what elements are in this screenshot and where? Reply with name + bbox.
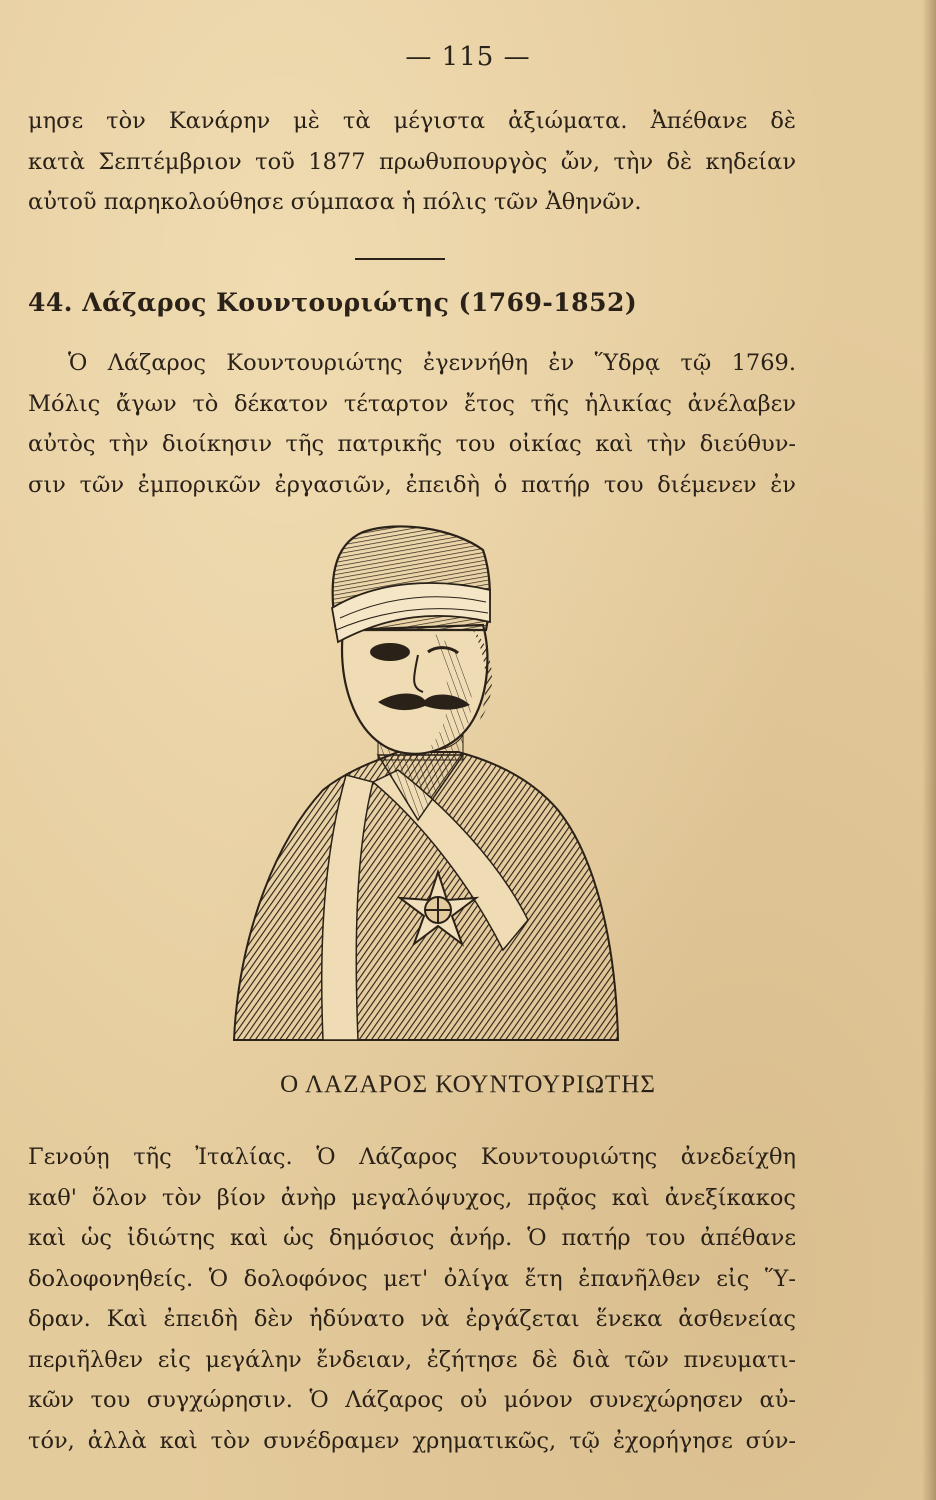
text-line: Μόλις ἄγων τὸ δέκατον τέταρτον ἔτος τῆς ἡλικίας ἀνέλαβεν (28, 390, 796, 417)
section-heading: 44. Λάζαρος Κουντουριώτης (1769-1852) (28, 288, 638, 317)
text-line: καθ' ὅλον τὸν βίον ἀνὴρ μεγαλόψυχος, πρᾷος καὶ ἀνεξίκακος (28, 1184, 796, 1211)
text-line: δολοφονηθείς. Ὁ δολοφόνος μετ' ὀλίγα ἔτη ἐπανῆλθεν εἰς Ὕ- (28, 1265, 796, 1292)
text-line: αὐτὸς τὴν διοίκησιν τῆς πατρικῆς του οἰκίας καὶ τὴν διεύθυν- (28, 431, 796, 457)
text-line: Ὁ Λάζαρος Κουντουριώτης ἐγεννήθη ἐν Ὕδρᾳ τῷ 1769. (68, 350, 796, 376)
top-paragraph (28, 101, 796, 223)
page-spine-shadow (922, 0, 936, 1500)
text-line: περιῆλθεν εἰς μεγάλην ἔνδειαν, ἐζήτησε δὲ διὰ τῶν πνευματι- (28, 1346, 796, 1373)
bottom-paragraph (28, 1137, 796, 1461)
text-line: σιν τῶν ἐμπορικῶν ἐργασιῶν, ἐπειδὴ ὁ πατήρ του διέμενεν ἐν (28, 471, 796, 498)
page-number: — 115 — (405, 42, 531, 72)
text-line: μησε τὸν Κανάρην μὲ τὰ μέγιστα ἀξιώματα. Ἀπέθανε δὲ (28, 108, 796, 134)
text-line: κατὰ Σεπτέμβριον τοῦ 1877 πρωθυπουργὸς ὤν, τὴν δὲ κηδείαν (28, 148, 796, 175)
text-line: καὶ ὡς ἰδιώτης καὶ ὡς δημόσιος ἀνήρ. Ὁ πατήρ του ἀπέθανε (28, 1225, 796, 1251)
text-line: Γενούῃ τῆς Ἰταλίας. Ὁ Λάζαρος Κουντουριώτης ἀνεδείχθη (28, 1144, 796, 1170)
intro-paragraph (28, 343, 796, 505)
text-line: αὐτοῦ παρηκολούθησε σύμπασα ἡ πόλις τῶν Ἀθηνῶν. (28, 189, 642, 215)
text-line: τόν, ἀλλὰ καὶ τὸν συνέδραμεν χρηματικῶς, τῷ ἐχορήγησε σύν- (28, 1427, 796, 1454)
portrait-engraving (228, 520, 620, 1060)
figure-caption: Ο ΛΑΖΑΡΟΣ ΚΟΥΝΤΟΥΡΙΩΤΗΣ (280, 1071, 656, 1098)
section-divider (355, 258, 445, 260)
text-line: δραν. Καὶ ἐπειδὴ δὲν ἠδύνατο νὰ ἐργάζεται ἕνεκα ἀσθενείας (28, 1306, 796, 1332)
text-line: κῶν του συγχώρησιν. Ὁ Λάζαρος οὐ μόνον συνεχώρησεν αὐ- (28, 1387, 796, 1413)
